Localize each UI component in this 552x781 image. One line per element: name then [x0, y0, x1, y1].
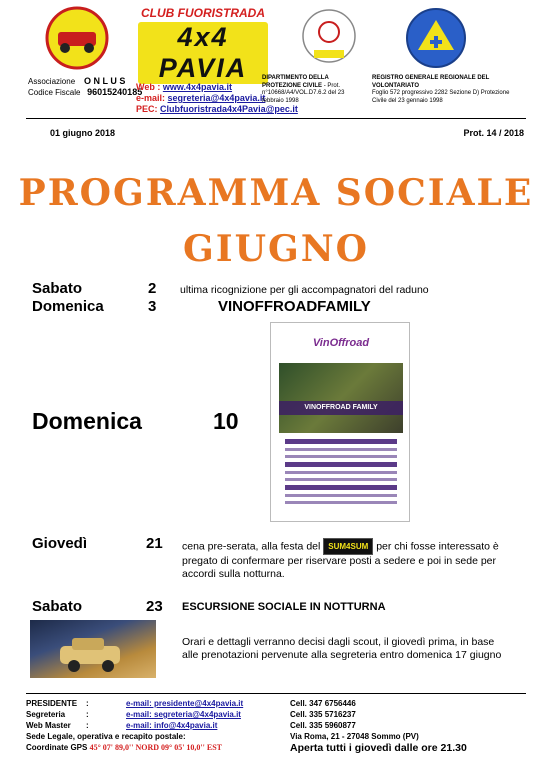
poster-photo: [279, 363, 403, 433]
address: Via Roma, 21 - 27048 Sommo (PV): [290, 732, 419, 741]
web-label: Web :: [136, 82, 161, 92]
event4-day: Giovedì: [32, 535, 88, 552]
event5-title: ESCURSIONE SOCIALE IN NOTTURNA: [182, 601, 386, 613]
web-link[interactable]: www.4x4pavia.it: [162, 82, 233, 92]
register-title: REGISTRO GENERALE REGIONALE DEL VOLONTARIATO: [372, 75, 490, 89]
event2-day: Domenica: [32, 298, 104, 315]
event1-num: 2: [148, 280, 157, 297]
pec-link[interactable]: Clubfuoristrada4x4Pavia@pec.it: [160, 104, 298, 114]
secretary-email[interactable]: e-mail: segreteria@4x4pavia.it: [126, 710, 241, 719]
event5-num: 23: [146, 598, 163, 615]
register-text: Foglio 572 progressivo 2282 Sezione D) Protezione Civile del 23 gennaio 1998: [372, 90, 510, 104]
document-date: 01 giugno 2018: [50, 128, 116, 138]
poster-brand: VinOffroad: [312, 337, 370, 349]
webmaster-phone: Cell. 335 5960877: [290, 721, 356, 730]
footer-divider: [26, 693, 526, 694]
webmaster-label: Web Master: [26, 721, 71, 730]
secretary-label: Segreteria: [26, 710, 66, 719]
gps-value: 45° 07' 89,0'' NORD 09° 05' 10,0'' EST: [89, 743, 222, 752]
president-phone: Cell. 347 6756446: [290, 699, 356, 708]
club-brand: [138, 6, 268, 84]
event5-day: Sabato: [32, 598, 83, 615]
event4-text-a: cena pre-serata, alla festa del: [182, 540, 321, 553]
protocol-number: Prot. 14 / 2018: [463, 128, 524, 138]
page-title: PROGRAMMA SOCIALE: [18, 172, 534, 214]
gps-label: Coordinate GPS: [26, 743, 88, 752]
association-info: [28, 76, 142, 98]
president-label: PRESIDENTE: [26, 699, 78, 708]
night-excursion-photo: [30, 620, 156, 678]
club-logo: [40, 6, 114, 70]
event5-text-a: Orari e dettagli verranno decisi dagli scout, il giovedì prima, in base: [182, 636, 495, 648]
opening-hours: Aperta tutti i giovedì dalle ore 21.30: [290, 742, 467, 754]
department-title: DIPARTIMENTO DELLA PROTEZIONE CIVILE: [262, 75, 329, 89]
page-subtitle: GIUGNO: [183, 228, 369, 270]
register-info: [372, 75, 522, 105]
assoc-value: O N L U S: [84, 76, 126, 86]
email-label: e-mail:: [136, 93, 166, 103]
event2-num: 3: [148, 298, 157, 315]
president-email[interactable]: e-mail: presidente@4x4pavia.it: [126, 699, 244, 708]
brand-main: 4x4 PAVIA: [138, 22, 268, 84]
header-divider: [26, 118, 526, 119]
email-link[interactable]: segreteria@4x4pavia.it: [167, 93, 266, 103]
event4-text-b: per chi fosse interessato è: [376, 540, 499, 553]
event1-text: ultima ricognizione per gli accompagnatori del raduno: [180, 284, 429, 296]
footer-contacts: PRESIDENTE : Segreteria : Web Master : Sede Legale, operativa e recapito postale: Coordinate GPS 45° 07' 89,0'' NORD 09° 05' 10,0'' EST: [26, 699, 222, 752]
protezione-civile-logo: [404, 6, 468, 70]
event5-description: [182, 636, 522, 662]
event4-text-c: pregato di confermare per riservare posti a sedere e poi in sede per: [182, 555, 497, 567]
brand-top: CLUB FUORISTRADA: [141, 6, 265, 20]
fiscal-label: Codice Fiscale: [28, 88, 81, 97]
event-poster: [270, 322, 410, 522]
fiscal-value: 96015240185: [87, 87, 143, 97]
event4-text-d: accordi sulla notturna.: [182, 568, 285, 580]
department-info: [262, 75, 362, 105]
sum4sum-badge: SUM4SUM: [323, 538, 373, 555]
department-text: - Prot. n°10668/A4/VOL.D7.6.2 del 23 febbraio 1998: [262, 82, 345, 104]
event1-day: Sabato: [32, 280, 83, 297]
secretary-phone: Cell. 335 5716237: [290, 710, 356, 719]
poster-band: VINOFFROAD FAMILY: [279, 401, 403, 415]
event4-num: 21: [146, 535, 163, 552]
pec-label: PEC:: [136, 104, 158, 114]
poster-text-lines: [285, 439, 397, 508]
event3-num: 10: [213, 408, 239, 434]
sede-label: Sede Legale, operativa e recapito postale:: [26, 732, 186, 741]
footer-phones: [290, 698, 467, 755]
assoc-label: Associazione: [28, 77, 76, 86]
footer-emails: [126, 698, 243, 731]
event4-description: [182, 538, 522, 581]
event3-day: Domenica: [32, 408, 142, 434]
event5-text-b: alle prenotazioni pervenute alla segreteria entro domenica 17 giugno: [182, 649, 502, 661]
volontariato-logo: [296, 6, 362, 70]
event2-text: VINOFFROADFAMILY: [218, 298, 371, 315]
webmaster-email[interactable]: e-mail: info@4x4pavia.it: [126, 721, 218, 730]
